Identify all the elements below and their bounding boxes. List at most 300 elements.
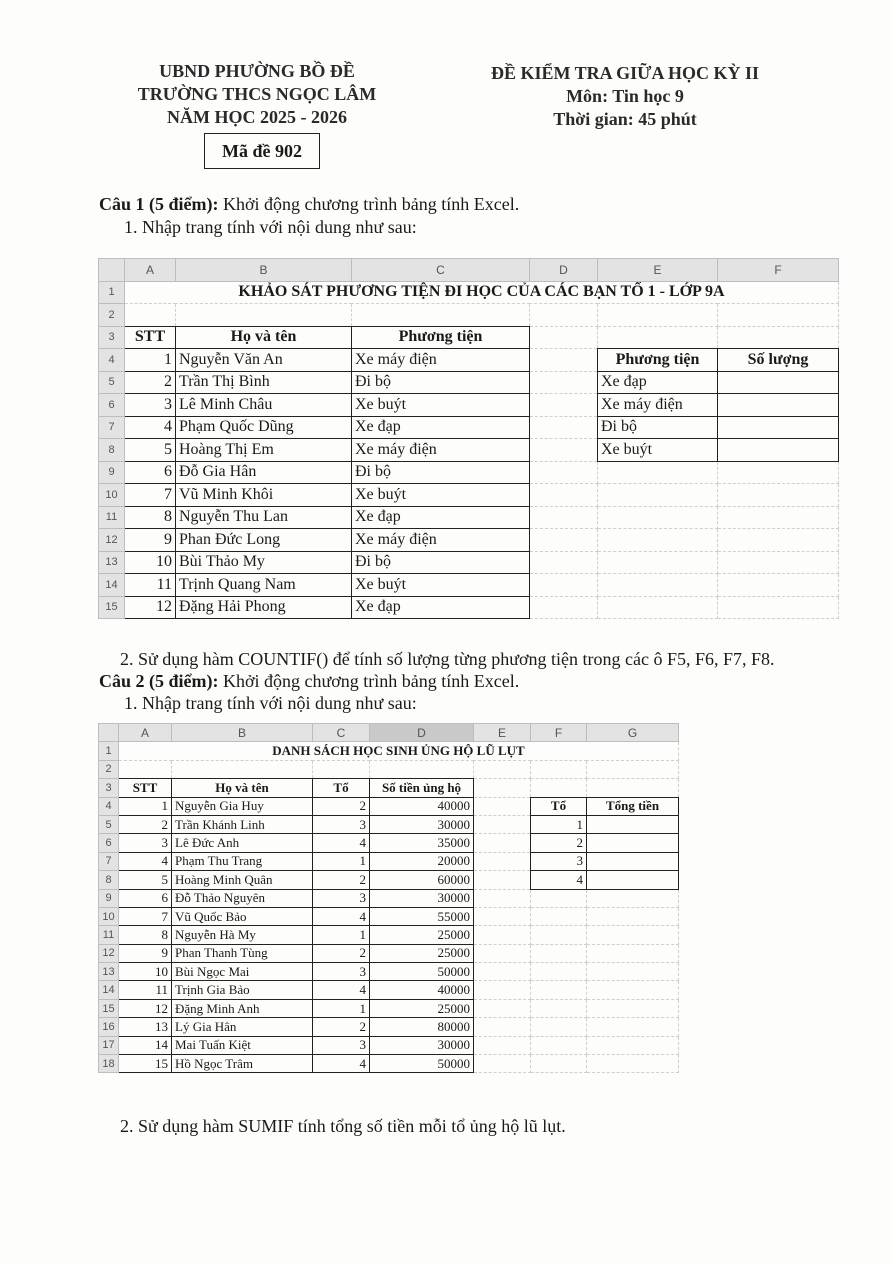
sheet1-cell: [718, 529, 839, 552]
sheet1-vehicle: Đi bộ: [352, 371, 530, 394]
sheet2-student-name: Lý Gia Hân: [172, 1018, 313, 1036]
sheet2-col-header: B: [172, 724, 313, 742]
sheet2-row-number: 1: [99, 742, 119, 760]
q2-step1: 1. Nhập trang tính với nội dung như sau:: [124, 693, 417, 713]
sheet2-cell: [587, 944, 679, 962]
sheet2-group: 1: [313, 999, 370, 1017]
sheet2-stt: 6: [119, 889, 172, 907]
sheet1-summary-count: [718, 416, 839, 439]
sheet2-cell: [474, 926, 531, 944]
sheet2-row: [99, 760, 679, 778]
sheet2-cell: [531, 1055, 587, 1073]
sheet1-cell: [598, 551, 718, 574]
sheet2-summary-group: 1: [531, 815, 587, 833]
sheet2-title: DANH SÁCH HỌC SINH ỦNG HỘ LŨ LỤT: [119, 742, 679, 760]
sheet1-row: [99, 484, 839, 507]
sheet2-cell: [474, 944, 531, 962]
sheet2-student-name: Nguyễn Gia Huy: [172, 797, 313, 815]
sheet2-summary-total: [587, 871, 679, 889]
sheet1-row-number: 13: [99, 551, 125, 574]
sheet2-stt: 11: [119, 981, 172, 999]
sheet2-row: [99, 926, 679, 944]
sheet1-row-number: 11: [99, 506, 125, 529]
sheet2-cell: [474, 981, 531, 999]
sheet1-col-header: A: [125, 259, 176, 282]
sheet1-summary-header-count: Số lượng: [718, 349, 839, 372]
sheet2-amount: 30000: [370, 1036, 474, 1054]
sheet1-cell: [530, 529, 598, 552]
sheet2-col-header: F: [531, 724, 587, 742]
sheet2-cell: [531, 907, 587, 925]
q2-label: Câu 2 (5 điểm):: [99, 671, 219, 691]
sheet1-cell: [125, 304, 176, 327]
sheet1-col-header: C: [352, 259, 530, 282]
sheet2-student-name: Hồ Ngọc Trâm: [172, 1055, 313, 1073]
sheet2-cell: [370, 760, 474, 778]
q2-text: Khởi động chương trình bảng tính Excel.: [218, 671, 520, 691]
sheet2-col-header: D: [370, 724, 474, 742]
sheet1-row-number: 4: [99, 349, 125, 372]
sheet2-cell: [587, 760, 679, 778]
sheet1-vehicle: Xe đạp: [352, 416, 530, 439]
sheet2-summary-total: [587, 815, 679, 833]
sheet2-row-number: 7: [99, 852, 119, 870]
sheet2-student-name: Nguyễn Hà My: [172, 926, 313, 944]
sheet1-summary-count: [718, 394, 839, 417]
q1-label: Câu 1 (5 điểm):: [99, 194, 219, 214]
sheet2-student-name: Vũ Quốc Bảo: [172, 907, 313, 925]
sheet1-stt: 4: [125, 416, 176, 439]
sheet2-stt: 4: [119, 852, 172, 870]
sheet1-corner-cell: [99, 259, 125, 282]
sheet1-student-name: Nguyễn Văn An: [176, 349, 352, 372]
exam-duration: Thời gian: 45 phút: [553, 109, 697, 129]
sheet2-amount: 55000: [370, 907, 474, 925]
sheet2-row: [99, 797, 679, 815]
q1-step2: 2. Sử dụng hàm COUNTIF() để tính số lượng từng phương tiện trong các ô F5, F6, F7, F8.: [120, 649, 775, 669]
sheet2-cell: [474, 815, 531, 833]
sheet1-row-number: 1: [99, 281, 125, 304]
sheet1-col-header: B: [176, 259, 352, 282]
sheet2-row: [99, 1036, 679, 1054]
sheet2-stt: 12: [119, 999, 172, 1017]
sheet2-cell: [313, 760, 370, 778]
sheet2-cell: [587, 1036, 679, 1054]
sheet2-cell: [531, 1036, 587, 1054]
sheet1-title: KHẢO SÁT PHƯƠNG TIỆN ĐI HỌC CỦA CÁC BẠN TỔ 1 - LỚP 9A: [125, 281, 839, 304]
sheet1-row-number: 12: [99, 529, 125, 552]
sheet1-row: [99, 371, 839, 394]
sheet2-cell: [587, 999, 679, 1017]
sheet1-row: [99, 529, 839, 552]
sheet2-stt: 7: [119, 907, 172, 925]
sheet2-student-name: Phan Thanh Tùng: [172, 944, 313, 962]
sheet1-row-number: 7: [99, 416, 125, 439]
q1-statement: [99, 193, 519, 215]
sheet2-col-header: C: [313, 724, 370, 742]
sheet2-row-number: 3: [99, 779, 119, 797]
sheet2-cell: [474, 797, 531, 815]
sheet2-row-number: 17: [99, 1036, 119, 1054]
sheet1-row: [99, 506, 839, 529]
sheet1-student-name: Đặng Hải Phong: [176, 596, 352, 619]
sheet2-summary-total: [587, 852, 679, 870]
sheet2-stt: 13: [119, 1018, 172, 1036]
sheet1-cell: [718, 304, 839, 327]
sheet1-cell: [530, 596, 598, 619]
sheet1-cell: [718, 506, 839, 529]
sheet1-row-number: 2: [99, 304, 125, 327]
sheet2-summary-group: 4: [531, 871, 587, 889]
sheet2-amount: 25000: [370, 926, 474, 944]
q1-step1: 1. Nhập trang tính với nội dung như sau:: [124, 217, 417, 237]
sheet2-row-number: 8: [99, 871, 119, 889]
sheet2-summary-group: 3: [531, 852, 587, 870]
sheet2-cell: [474, 999, 531, 1017]
sheet1-vehicle: Xe máy điện: [352, 439, 530, 462]
sheet2-row: [99, 1018, 679, 1036]
sheet2-stt: 3: [119, 834, 172, 852]
sheet1-stt: 7: [125, 484, 176, 507]
sheet1-student-name: Bùi Thảo My: [176, 551, 352, 574]
sheet2-cell: [587, 907, 679, 925]
sheet1-row: [99, 596, 839, 619]
sheet2-cell: [474, 1018, 531, 1036]
sheet1-cell: [718, 596, 839, 619]
sheet1-row: [99, 349, 839, 372]
sheet2-col-header: E: [474, 724, 531, 742]
sheet2-cell: [172, 760, 313, 778]
sheet2-cell: [474, 1055, 531, 1073]
sheet2-header-name: Họ và tên: [172, 779, 313, 797]
sheet1-student-name: Vũ Minh Khôi: [176, 484, 352, 507]
sheet1-row: [99, 281, 839, 304]
sheet1-student-name: Hoàng Thị Em: [176, 439, 352, 462]
sheet2-student-name: Hoàng Minh Quân: [172, 871, 313, 889]
sheet1-row: [99, 551, 839, 574]
sheet1-student-name: Đỗ Gia Hân: [176, 461, 352, 484]
sheet1-stt: 2: [125, 371, 176, 394]
sheet1-stt: 11: [125, 574, 176, 597]
sheet2-stt: 9: [119, 944, 172, 962]
sheet1-vehicle: Xe máy điện: [352, 529, 530, 552]
sheet2-row-number: 13: [99, 963, 119, 981]
q2-statement: [99, 670, 519, 692]
sheet1-stt: 12: [125, 596, 176, 619]
sheet1-cell: [530, 371, 598, 394]
school-year: NĂM HỌC 2025 - 2026: [167, 107, 347, 127]
sheet2-row: [99, 889, 679, 907]
sheet1-cell: [530, 574, 598, 597]
sheet2-cell: [531, 889, 587, 907]
sheet2-cell: [587, 981, 679, 999]
exam-title: ĐỀ KIỂM TRA GIỮA HỌC KỲ II: [490, 63, 760, 83]
sheet2-group: 4: [313, 834, 370, 852]
sheet2-row: [99, 944, 679, 962]
sheet1-col-header: F: [718, 259, 839, 282]
sheet2-group: 2: [313, 1018, 370, 1036]
sheet2-row: [99, 963, 679, 981]
school-header: [112, 60, 402, 129]
sheet2-cell: [587, 1018, 679, 1036]
sheet2-student-name: Đặng Minh Anh: [172, 999, 313, 1017]
sheet2-row-number: 9: [99, 889, 119, 907]
sheet2-row-number: 18: [99, 1055, 119, 1073]
sheet1-student-name: Trần Thị Bình: [176, 371, 352, 394]
sheet2-stt: 8: [119, 926, 172, 944]
sheet2-cell: [474, 963, 531, 981]
exam-code-box: Mã đề 902: [204, 133, 320, 169]
sheet1-column-header-row: [99, 259, 839, 282]
sheet2-row: [99, 742, 679, 760]
sheet1-vehicle: Đi bộ: [352, 461, 530, 484]
sheet2-amount: 25000: [370, 999, 474, 1017]
sheet2-cell: [474, 852, 531, 870]
sheet2-amount: 60000: [370, 871, 474, 889]
sheet1-header-name: Họ và tên: [176, 326, 352, 349]
sheet1-vehicle: Xe đạp: [352, 596, 530, 619]
sheet2-row-number: 12: [99, 944, 119, 962]
school-name: TRƯỜNG THCS NGỌC LÂM: [137, 84, 377, 104]
sheet2-row: [99, 815, 679, 833]
sheet1-cell: [530, 461, 598, 484]
sheet2-row-number: 5: [99, 815, 119, 833]
sheet2-cell: [531, 926, 587, 944]
sheet1-cell: [598, 326, 718, 349]
sheet2-cell: [474, 889, 531, 907]
sheet2-col-header: A: [119, 724, 172, 742]
sheet1-summary-vehicle: Xe đạp: [598, 371, 718, 394]
sheet2-cell: [119, 760, 172, 778]
sheet2-table: [98, 723, 679, 1073]
sheet1-stt: 1: [125, 349, 176, 372]
sheet2-cell: [474, 834, 531, 852]
sheet2-amount: 40000: [370, 981, 474, 999]
sheet1-row: [99, 304, 839, 327]
sheet1-row: [99, 439, 839, 462]
sheet2-student-name: Trần Khánh Linh: [172, 815, 313, 833]
sheet1-vehicle: Xe buýt: [352, 394, 530, 417]
sheet2-summary-header-total: Tổng tiền: [587, 797, 679, 815]
sheet2-stt: 10: [119, 963, 172, 981]
sheet2-group: 2: [313, 797, 370, 815]
sheet1-vehicle: Xe buýt: [352, 484, 530, 507]
sheet1-student-name: Trịnh Quang Nam: [176, 574, 352, 597]
sheet2-amount: 50000: [370, 963, 474, 981]
sheet2-group: 2: [313, 944, 370, 962]
sheet1-row-number: 14: [99, 574, 125, 597]
sheet2-row: [99, 907, 679, 925]
sheet1-summary-vehicle: Đi bộ: [598, 416, 718, 439]
sheet2-cell: [587, 963, 679, 981]
sheet2-amount: 25000: [370, 944, 474, 962]
sheet2-cell: [531, 1018, 587, 1036]
sheet1-cell: [598, 596, 718, 619]
sheet2-cell: [474, 1036, 531, 1054]
sheet1-cell: [598, 484, 718, 507]
sheet1-col-header: D: [530, 259, 598, 282]
sheet2-header-amount: Số tiền ủng hộ: [370, 779, 474, 797]
sheet2-header-group: Tổ: [313, 779, 370, 797]
sheet2-amount: 40000: [370, 797, 474, 815]
sheet2-cell: [531, 944, 587, 962]
sheet2-group: 1: [313, 852, 370, 870]
sheet2-cell: [474, 760, 531, 778]
sheet2-row: [99, 779, 679, 797]
sheet2-student-name: Lê Đức Anh: [172, 834, 313, 852]
sheet2-student-name: Mai Tuấn Kiệt: [172, 1036, 313, 1054]
sheet2-summary-total: [587, 834, 679, 852]
sheet2-amount: 50000: [370, 1055, 474, 1073]
sheet2-cell: [531, 999, 587, 1017]
sheet1-table: [98, 258, 839, 619]
sheet1-vehicle: Xe máy điện: [352, 349, 530, 372]
sheet2-stt: 5: [119, 871, 172, 889]
sheet1-row: [99, 574, 839, 597]
sheet1-summary-count: [718, 371, 839, 394]
sheet1-cell: [718, 484, 839, 507]
sheet2-group: 4: [313, 1055, 370, 1073]
sheet2-summary-group: 2: [531, 834, 587, 852]
sheet2-amount: 80000: [370, 1018, 474, 1036]
sheet1-summary-vehicle: Xe máy điện: [598, 394, 718, 417]
q2-step2: 2. Sử dụng hàm SUMIF tính tổng số tiền mỗi tổ ủng hộ lũ lụt.: [120, 1116, 566, 1136]
sheet1-cell: [176, 304, 352, 327]
sheet1-col-header: E: [598, 259, 718, 282]
sheet2-group: 3: [313, 1036, 370, 1054]
sheet1-row: [99, 326, 839, 349]
sheet2-header-stt: STT: [119, 779, 172, 797]
sheet1-cell: [598, 574, 718, 597]
sheet2-summary-header-group: Tổ: [531, 797, 587, 815]
sheet1-stt: 6: [125, 461, 176, 484]
sheet2-amount: 35000: [370, 834, 474, 852]
sheet2-col-header: G: [587, 724, 679, 742]
sheet1-row-number: 9: [99, 461, 125, 484]
sheet1-stt: 10: [125, 551, 176, 574]
sheet1-summary-vehicle: Xe buýt: [598, 439, 718, 462]
sheet2-row-number: 6: [99, 834, 119, 852]
sheet1-cell: [598, 461, 718, 484]
sheet2-row-number: 14: [99, 981, 119, 999]
sheet2-group: 1: [313, 926, 370, 944]
sheet2-column-header-row: [99, 724, 679, 742]
sheet1-cell: [530, 416, 598, 439]
sheet1-cell: [530, 349, 598, 372]
sheet2-row: [99, 871, 679, 889]
sheet1-cell: [530, 484, 598, 507]
sheet2-row-number: 2: [99, 760, 119, 778]
sheet1-student-name: Lê Minh Châu: [176, 394, 352, 417]
sheet1-row-number: 10: [99, 484, 125, 507]
sheet1-row: [99, 416, 839, 439]
sheet1-vehicle: Xe buýt: [352, 574, 530, 597]
sheet2-student-name: Đỗ Thảo Nguyên: [172, 889, 313, 907]
sheet2-row: [99, 852, 679, 870]
sheet1-cell: [530, 551, 598, 574]
q1-text: Khởi động chương trình bảng tính Excel.: [218, 194, 520, 214]
sheet2-stt: 14: [119, 1036, 172, 1054]
sheet2-student-name: Phạm Thu Trang: [172, 852, 313, 870]
sheet1-student-name: Phạm Quốc Dũng: [176, 416, 352, 439]
sheet1-stt: 9: [125, 529, 176, 552]
sheet1-row-number: 15: [99, 596, 125, 619]
sheet2-amount: 30000: [370, 889, 474, 907]
sheet1-stt: 3: [125, 394, 176, 417]
sheet1-cell: [598, 529, 718, 552]
sheet1-summary-header-vehicle: Phương tiện: [598, 349, 718, 372]
sheet2-amount: 30000: [370, 815, 474, 833]
sheet2-row-number: 16: [99, 1018, 119, 1036]
sheet1-row-number: 6: [99, 394, 125, 417]
sheet2-corner-cell: [99, 724, 119, 742]
ward-name: UBND PHƯỜNG BỒ ĐỀ: [159, 61, 355, 81]
sheet1-cell: [598, 304, 718, 327]
sheet2-cell: [474, 871, 531, 889]
sheet1-row-number: 5: [99, 371, 125, 394]
sheet1-vehicle: Xe đạp: [352, 506, 530, 529]
sheet2-cell: [587, 889, 679, 907]
sheet1-header-STT: STT: [125, 326, 176, 349]
sheet2-cell: [474, 907, 531, 925]
sheet1-row-number: 3: [99, 326, 125, 349]
sheet1-cell: [352, 304, 530, 327]
sheet2-group: 4: [313, 981, 370, 999]
sheet2-cell: [531, 963, 587, 981]
exam-header: [470, 62, 780, 131]
sheet1-cell: [718, 574, 839, 597]
sheet2-cell: [474, 779, 531, 797]
sheet1-cell: [718, 551, 839, 574]
sheet2-student-name: Trịnh Gia Bảo: [172, 981, 313, 999]
sheet2-row: [99, 1055, 679, 1073]
sheet2-row-number: 4: [99, 797, 119, 815]
sheet1-summary-count: [718, 439, 839, 462]
sheet1-vehicle: Đi bộ: [352, 551, 530, 574]
sheet2-row-number: 10: [99, 907, 119, 925]
sheet1-cell: [530, 394, 598, 417]
sheet2-stt: 15: [119, 1055, 172, 1073]
exam-subject: Môn: Tin học 9: [566, 86, 684, 106]
sheet2-group: 2: [313, 871, 370, 889]
sheet1-row: [99, 461, 839, 484]
sheet1-student-name: Nguyễn Thu Lan: [176, 506, 352, 529]
sheet2-amount: 20000: [370, 852, 474, 870]
sheet2-cell: [531, 981, 587, 999]
sheet2-group: 4: [313, 907, 370, 925]
sheet1-cell: [718, 326, 839, 349]
sheet2-group: 3: [313, 815, 370, 833]
sheet2-row: [99, 834, 679, 852]
sheet1-cell: [598, 506, 718, 529]
sheet2-student-name: Bùi Ngọc Mai: [172, 963, 313, 981]
sheet2-cell: [531, 760, 587, 778]
sheet1-header-vehicle: Phương tiện: [352, 326, 530, 349]
sheet1-row: [99, 394, 839, 417]
sheet1-cell: [718, 461, 839, 484]
sheet1-stt: 5: [125, 439, 176, 462]
sheet2-row: [99, 981, 679, 999]
sheet2-row-number: 15: [99, 999, 119, 1017]
sheet2-group: 3: [313, 889, 370, 907]
sheet2-cell: [587, 779, 679, 797]
sheet1-cell: [530, 439, 598, 462]
sheet1-student-name: Phan Đức Long: [176, 529, 352, 552]
sheet2-cell: [587, 926, 679, 944]
sheet2-row: [99, 999, 679, 1017]
sheet2-group: 3: [313, 963, 370, 981]
sheet2-cell: [587, 1055, 679, 1073]
